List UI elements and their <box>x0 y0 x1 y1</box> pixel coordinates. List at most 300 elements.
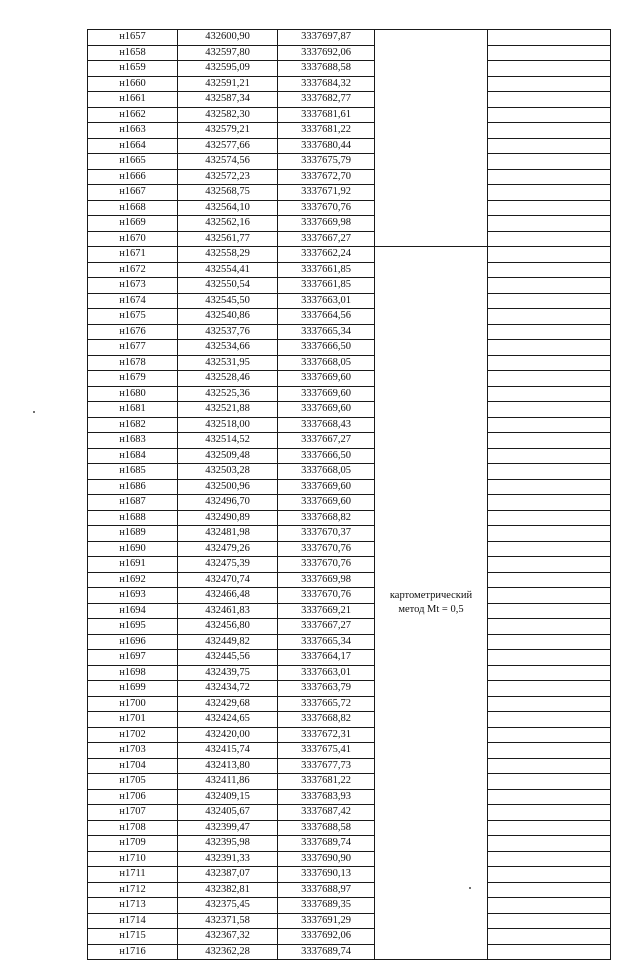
note-cell <box>488 929 611 945</box>
y-coordinate-cell: 3337683,93 <box>278 789 375 805</box>
note-cell <box>488 45 611 61</box>
point-id-cell: н1715 <box>88 929 178 945</box>
y-coordinate-cell: 3337681,61 <box>278 107 375 123</box>
note-cell <box>488 154 611 170</box>
note-cell <box>488 727 611 743</box>
y-coordinate-cell: 3337667,27 <box>278 231 375 247</box>
table-row <box>88 309 611 325</box>
y-coordinate-cell: 3337677,73 <box>278 758 375 774</box>
table-row <box>88 61 611 77</box>
note-cell <box>488 665 611 681</box>
note-cell <box>488 681 611 697</box>
y-coordinate-cell: 3337670,76 <box>278 557 375 573</box>
point-id-cell: н1672 <box>88 262 178 278</box>
table-row <box>88 123 611 139</box>
point-id-cell: н1701 <box>88 712 178 728</box>
point-id-cell: н1666 <box>88 169 178 185</box>
y-coordinate-cell: 3337692,06 <box>278 929 375 945</box>
x-coordinate-cell: 432597,80 <box>178 45 278 61</box>
y-coordinate-cell: 3337671,92 <box>278 185 375 201</box>
table-row <box>88 231 611 247</box>
y-coordinate-cell: 3337675,41 <box>278 743 375 759</box>
note-cell <box>488 634 611 650</box>
table-row <box>88 696 611 712</box>
table-row <box>88 557 611 573</box>
x-coordinate-cell: 432399,47 <box>178 820 278 836</box>
note-cell <box>488 510 611 526</box>
y-coordinate-cell: 3337670,76 <box>278 200 375 216</box>
x-coordinate-cell: 432424,65 <box>178 712 278 728</box>
table-row <box>88 495 611 511</box>
table-row <box>88 836 611 852</box>
table-row <box>88 650 611 666</box>
table-row <box>88 76 611 92</box>
table-row <box>88 712 611 728</box>
point-id-cell: н1667 <box>88 185 178 201</box>
table-row <box>88 293 611 309</box>
table-row <box>88 200 611 216</box>
x-coordinate-cell: 432587,34 <box>178 92 278 108</box>
x-coordinate-cell: 432582,30 <box>178 107 278 123</box>
y-coordinate-cell: 3337668,82 <box>278 712 375 728</box>
note-cell <box>488 495 611 511</box>
table-row <box>88 340 611 356</box>
table-row <box>88 324 611 340</box>
note-cell <box>488 340 611 356</box>
y-coordinate-cell: 3337689,74 <box>278 836 375 852</box>
note-cell <box>488 433 611 449</box>
x-coordinate-cell: 432518,00 <box>178 417 278 433</box>
x-coordinate-cell: 432521,88 <box>178 402 278 418</box>
point-id-cell: н1675 <box>88 309 178 325</box>
note-cell <box>488 138 611 154</box>
y-coordinate-cell: 3337669,21 <box>278 603 375 619</box>
point-id-cell: н1697 <box>88 650 178 666</box>
table-row <box>88 727 611 743</box>
point-id-cell: н1705 <box>88 774 178 790</box>
point-id-cell: н1676 <box>88 324 178 340</box>
point-id-cell: н1710 <box>88 851 178 867</box>
y-coordinate-cell: 3337669,98 <box>278 216 375 232</box>
x-coordinate-cell: 432429,68 <box>178 696 278 712</box>
note-cell <box>488 448 611 464</box>
point-id-cell: н1682 <box>88 417 178 433</box>
table-row <box>88 603 611 619</box>
coordinates-table-body <box>88 30 611 960</box>
y-coordinate-cell: 3337662,24 <box>278 247 375 263</box>
y-coordinate-cell: 3337672,31 <box>278 727 375 743</box>
y-coordinate-cell: 3337669,60 <box>278 371 375 387</box>
note-cell <box>488 898 611 914</box>
x-coordinate-cell: 432572,23 <box>178 169 278 185</box>
x-coordinate-cell: 432439,75 <box>178 665 278 681</box>
x-coordinate-cell: 432475,39 <box>178 557 278 573</box>
y-coordinate-cell: 3337688,97 <box>278 882 375 898</box>
note-cell <box>488 820 611 836</box>
y-coordinate-cell: 3337669,98 <box>278 572 375 588</box>
point-id-cell: н1671 <box>88 247 178 263</box>
point-id-cell: н1687 <box>88 495 178 511</box>
y-coordinate-cell: 3337675,79 <box>278 154 375 170</box>
point-id-cell: н1704 <box>88 758 178 774</box>
note-cell <box>488 92 611 108</box>
x-coordinate-cell: 432449,82 <box>178 634 278 650</box>
table-row <box>88 851 611 867</box>
point-id-cell: н1680 <box>88 386 178 402</box>
table-row <box>88 386 611 402</box>
x-coordinate-cell: 432528,46 <box>178 371 278 387</box>
y-coordinate-cell: 3337691,29 <box>278 913 375 929</box>
x-coordinate-cell: 432537,76 <box>178 324 278 340</box>
y-coordinate-cell: 3337669,60 <box>278 495 375 511</box>
x-coordinate-cell: 432558,29 <box>178 247 278 263</box>
note-cell <box>488 479 611 495</box>
x-coordinate-cell: 432525,36 <box>178 386 278 402</box>
x-coordinate-cell: 432367,32 <box>178 929 278 945</box>
x-coordinate-cell: 432371,58 <box>178 913 278 929</box>
x-coordinate-cell: 432561,77 <box>178 231 278 247</box>
point-id-cell: н1702 <box>88 727 178 743</box>
note-cell <box>488 774 611 790</box>
point-id-cell: н1688 <box>88 510 178 526</box>
table-row <box>88 526 611 542</box>
note-cell <box>488 619 611 635</box>
note-cell <box>488 541 611 557</box>
table-row <box>88 402 611 418</box>
y-coordinate-cell: 3337668,43 <box>278 417 375 433</box>
y-coordinate-cell: 3337681,22 <box>278 123 375 139</box>
point-id-cell: н1714 <box>88 913 178 929</box>
point-id-cell: н1686 <box>88 479 178 495</box>
table-row <box>88 278 611 294</box>
y-coordinate-cell: 3337692,06 <box>278 45 375 61</box>
x-coordinate-cell: 432591,21 <box>178 76 278 92</box>
x-coordinate-cell: 432411,86 <box>178 774 278 790</box>
table-row <box>88 464 611 480</box>
point-id-cell: н1670 <box>88 231 178 247</box>
point-id-cell: н1662 <box>88 107 178 123</box>
point-id-cell: н1683 <box>88 433 178 449</box>
x-coordinate-cell: 432550,54 <box>178 278 278 294</box>
point-id-cell: н1673 <box>88 278 178 294</box>
x-coordinate-cell: 432579,21 <box>178 123 278 139</box>
table-row <box>88 30 611 46</box>
x-coordinate-cell: 432387,07 <box>178 867 278 883</box>
y-coordinate-cell: 3337670,76 <box>278 541 375 557</box>
point-id-cell: н1708 <box>88 820 178 836</box>
x-coordinate-cell: 432362,28 <box>178 944 278 960</box>
x-coordinate-cell: 432466,48 <box>178 588 278 604</box>
method-cell-empty <box>375 30 488 247</box>
note-cell <box>488 836 611 852</box>
point-id-cell: н1679 <box>88 371 178 387</box>
x-coordinate-cell: 432568,75 <box>178 185 278 201</box>
y-coordinate-cell: 3337670,37 <box>278 526 375 542</box>
x-coordinate-cell: 432545,50 <box>178 293 278 309</box>
y-coordinate-cell: 3337664,17 <box>278 650 375 666</box>
x-coordinate-cell: 432509,48 <box>178 448 278 464</box>
y-coordinate-cell: 3337666,50 <box>278 448 375 464</box>
table-row <box>88 510 611 526</box>
y-coordinate-cell: 3337688,58 <box>278 61 375 77</box>
note-cell <box>488 200 611 216</box>
x-coordinate-cell: 432413,80 <box>178 758 278 774</box>
table-row <box>88 867 611 883</box>
point-id-cell: н1694 <box>88 603 178 619</box>
point-id-cell: н1668 <box>88 200 178 216</box>
y-coordinate-cell: 3337666,50 <box>278 340 375 356</box>
note-cell <box>488 402 611 418</box>
note-cell <box>488 712 611 728</box>
y-coordinate-cell: 3337689,74 <box>278 944 375 960</box>
y-coordinate-cell: 3337689,35 <box>278 898 375 914</box>
note-cell <box>488 123 611 139</box>
x-coordinate-cell: 432503,28 <box>178 464 278 480</box>
table-row <box>88 913 611 929</box>
table-row <box>88 820 611 836</box>
point-id-cell: н1716 <box>88 944 178 960</box>
note-cell <box>488 882 611 898</box>
note-cell <box>488 371 611 387</box>
note-cell <box>488 944 611 960</box>
table-row <box>88 789 611 805</box>
y-coordinate-cell: 3337682,77 <box>278 92 375 108</box>
y-coordinate-cell: 3337687,42 <box>278 805 375 821</box>
method-cell <box>375 247 488 960</box>
y-coordinate-cell: 3337690,13 <box>278 867 375 883</box>
table-row <box>88 944 611 960</box>
table-row <box>88 805 611 821</box>
point-id-cell: н1659 <box>88 61 178 77</box>
table-row <box>88 882 611 898</box>
y-coordinate-cell: 3337669,60 <box>278 479 375 495</box>
table-row <box>88 417 611 433</box>
table-row <box>88 45 611 61</box>
point-id-cell: н1689 <box>88 526 178 542</box>
y-coordinate-cell: 3337680,44 <box>278 138 375 154</box>
y-coordinate-cell: 3337697,87 <box>278 30 375 46</box>
table-row <box>88 433 611 449</box>
note-cell <box>488 758 611 774</box>
y-coordinate-cell: 3337665,34 <box>278 324 375 340</box>
y-coordinate-cell: 3337690,90 <box>278 851 375 867</box>
scan-speck <box>469 887 471 889</box>
x-coordinate-cell: 432531,95 <box>178 355 278 371</box>
table-row <box>88 572 611 588</box>
point-id-cell: н1660 <box>88 76 178 92</box>
table-row <box>88 107 611 123</box>
point-id-cell: н1661 <box>88 92 178 108</box>
note-cell <box>488 30 611 46</box>
y-coordinate-cell: 3337665,72 <box>278 696 375 712</box>
coordinates-table <box>87 29 611 960</box>
point-id-cell: н1698 <box>88 665 178 681</box>
note-cell <box>488 603 611 619</box>
x-coordinate-cell: 432534,66 <box>178 340 278 356</box>
y-coordinate-cell: 3337663,01 <box>278 665 375 681</box>
point-id-cell: н1678 <box>88 355 178 371</box>
x-coordinate-cell: 432490,89 <box>178 510 278 526</box>
x-coordinate-cell: 432415,74 <box>178 743 278 759</box>
point-id-cell: н1674 <box>88 293 178 309</box>
note-cell <box>488 185 611 201</box>
note-cell <box>488 76 611 92</box>
x-coordinate-cell: 432500,96 <box>178 479 278 495</box>
x-coordinate-cell: 432375,45 <box>178 898 278 914</box>
table-row <box>88 216 611 232</box>
point-id-cell: н1677 <box>88 340 178 356</box>
point-id-cell: н1657 <box>88 30 178 46</box>
note-cell <box>488 293 611 309</box>
x-coordinate-cell: 432496,70 <box>178 495 278 511</box>
x-coordinate-cell: 432514,52 <box>178 433 278 449</box>
y-coordinate-cell: 3337667,27 <box>278 619 375 635</box>
point-id-cell: н1713 <box>88 898 178 914</box>
table-row <box>88 138 611 154</box>
point-id-cell: н1709 <box>88 836 178 852</box>
point-id-cell: н1665 <box>88 154 178 170</box>
point-id-cell: н1699 <box>88 681 178 697</box>
y-coordinate-cell: 3337684,32 <box>278 76 375 92</box>
table-row <box>88 743 611 759</box>
point-id-cell: н1685 <box>88 464 178 480</box>
point-id-cell: н1712 <box>88 882 178 898</box>
table-row <box>88 898 611 914</box>
point-id-cell: н1696 <box>88 634 178 650</box>
x-coordinate-cell: 432434,72 <box>178 681 278 697</box>
y-coordinate-cell: 3337663,79 <box>278 681 375 697</box>
point-id-cell: н1706 <box>88 789 178 805</box>
note-cell <box>488 851 611 867</box>
note-cell <box>488 107 611 123</box>
y-coordinate-cell: 3337665,34 <box>278 634 375 650</box>
point-id-cell: н1663 <box>88 123 178 139</box>
table-row <box>88 185 611 201</box>
note-cell <box>488 324 611 340</box>
point-id-cell: н1711 <box>88 867 178 883</box>
table-row <box>88 681 611 697</box>
table-row <box>88 479 611 495</box>
point-id-cell: н1664 <box>88 138 178 154</box>
y-coordinate-cell: 3337668,05 <box>278 464 375 480</box>
y-coordinate-cell: 3337672,70 <box>278 169 375 185</box>
point-id-cell: н1700 <box>88 696 178 712</box>
y-coordinate-cell: 3337669,60 <box>278 402 375 418</box>
note-cell <box>488 278 611 294</box>
method-label: картометрический метод Mt = 0,5 <box>389 590 473 615</box>
y-coordinate-cell: 3337670,76 <box>278 588 375 604</box>
point-id-cell: н1681 <box>88 402 178 418</box>
y-coordinate-cell: 3337688,58 <box>278 820 375 836</box>
point-id-cell: н1669 <box>88 216 178 232</box>
note-cell <box>488 231 611 247</box>
y-coordinate-cell: 3337668,82 <box>278 510 375 526</box>
table-row <box>88 154 611 170</box>
y-coordinate-cell: 3337661,85 <box>278 278 375 294</box>
scan-speck <box>33 411 35 413</box>
x-coordinate-cell: 432554,41 <box>178 262 278 278</box>
x-coordinate-cell: 432564,10 <box>178 200 278 216</box>
x-coordinate-cell: 432409,15 <box>178 789 278 805</box>
note-cell <box>488 247 611 263</box>
y-coordinate-cell: 3337664,56 <box>278 309 375 325</box>
table-row <box>88 634 611 650</box>
table-row <box>88 774 611 790</box>
note-cell <box>488 913 611 929</box>
y-coordinate-cell: 3337669,60 <box>278 386 375 402</box>
table-row <box>88 929 611 945</box>
x-coordinate-cell: 432595,09 <box>178 61 278 77</box>
point-id-cell: н1695 <box>88 619 178 635</box>
y-coordinate-cell: 3337668,05 <box>278 355 375 371</box>
table-row <box>88 247 611 263</box>
note-cell <box>488 464 611 480</box>
table-row <box>88 169 611 185</box>
x-coordinate-cell: 432395,98 <box>178 836 278 852</box>
table-row <box>88 448 611 464</box>
x-coordinate-cell: 432600,90 <box>178 30 278 46</box>
x-coordinate-cell: 432562,16 <box>178 216 278 232</box>
note-cell <box>488 789 611 805</box>
note-cell <box>488 61 611 77</box>
x-coordinate-cell: 432481,98 <box>178 526 278 542</box>
x-coordinate-cell: 432420,00 <box>178 727 278 743</box>
note-cell <box>488 805 611 821</box>
table-row <box>88 758 611 774</box>
note-cell <box>488 386 611 402</box>
note-cell <box>488 572 611 588</box>
x-coordinate-cell: 432456,80 <box>178 619 278 635</box>
point-id-cell: н1707 <box>88 805 178 821</box>
table-row <box>88 541 611 557</box>
point-id-cell: н1691 <box>88 557 178 573</box>
x-coordinate-cell: 432405,67 <box>178 805 278 821</box>
table-row <box>88 619 611 635</box>
y-coordinate-cell: 3337667,27 <box>278 433 375 449</box>
note-cell <box>488 169 611 185</box>
point-id-cell: н1693 <box>88 588 178 604</box>
note-cell <box>488 417 611 433</box>
x-coordinate-cell: 432479,26 <box>178 541 278 557</box>
note-cell <box>488 650 611 666</box>
x-coordinate-cell: 432540,86 <box>178 309 278 325</box>
note-cell <box>488 216 611 232</box>
x-coordinate-cell: 432470,74 <box>178 572 278 588</box>
note-cell <box>488 557 611 573</box>
note-cell <box>488 696 611 712</box>
x-coordinate-cell: 432445,56 <box>178 650 278 666</box>
note-cell <box>488 355 611 371</box>
x-coordinate-cell: 432382,81 <box>178 882 278 898</box>
point-id-cell: н1684 <box>88 448 178 464</box>
note-cell <box>488 867 611 883</box>
x-coordinate-cell: 432461,83 <box>178 603 278 619</box>
x-coordinate-cell: 432574,56 <box>178 154 278 170</box>
table-row <box>88 665 611 681</box>
point-id-cell: н1692 <box>88 572 178 588</box>
note-cell <box>488 526 611 542</box>
note-cell <box>488 262 611 278</box>
note-cell <box>488 309 611 325</box>
table-row <box>88 588 611 604</box>
point-id-cell: н1703 <box>88 743 178 759</box>
point-id-cell: н1658 <box>88 45 178 61</box>
table-row <box>88 262 611 278</box>
x-coordinate-cell: 432391,33 <box>178 851 278 867</box>
y-coordinate-cell: 3337661,85 <box>278 262 375 278</box>
note-cell <box>488 743 611 759</box>
y-coordinate-cell: 3337663,01 <box>278 293 375 309</box>
